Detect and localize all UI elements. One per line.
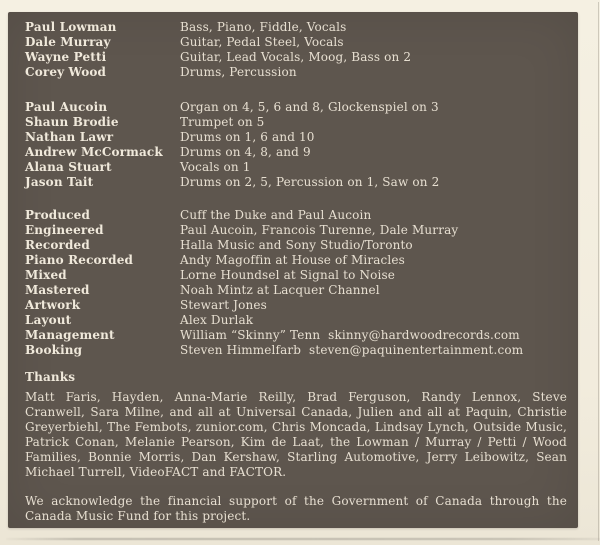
credit-row: [25, 298, 567, 313]
musician-role: Bass, Piano, Fiddle, Vocals: [180, 20, 347, 34]
credit-label: Recorded: [25, 238, 90, 252]
guest-role: Drums on 4, 8, and 9: [180, 145, 311, 159]
credit-label: Engineered: [25, 223, 104, 237]
musician-name: Wayne Petti: [25, 50, 107, 64]
musician-name: Dale Murray: [25, 35, 111, 49]
guest-role: Drums on 2, 5, Percussion on 1, Saw on 2: [180, 175, 440, 189]
acknowledgment-paragraph: We acknowledge the financial support of the Government of Canada through the Canada Music Fund for this project.: [25, 494, 567, 523]
guest-role: Organ on 4, 5, 6 and 8, Glockenspiel on 3: [180, 100, 439, 114]
band-members-block: [25, 20, 567, 80]
scan-shadow-right: [598, 2, 599, 541]
credit-row: [25, 100, 567, 115]
credit-value: Noah Mintz at Lacquer Channel: [180, 283, 380, 297]
credit-row: [25, 50, 567, 65]
credit-value: Steven Himmelfarb steven@paquinentertainment.com: [180, 343, 524, 357]
credit-value: Stewart Jones: [180, 298, 267, 312]
thanks-heading: Thanks: [25, 370, 76, 384]
credit-row: [25, 343, 567, 358]
credit-label: Booking: [25, 343, 83, 357]
musician-role: Drums, Percussion: [180, 65, 297, 79]
credit-row: [25, 115, 567, 130]
credit-label: Layout: [25, 313, 72, 327]
credit-row: [25, 20, 567, 35]
credit-value: Paul Aucoin, Francois Turenne, Dale Murray: [180, 223, 459, 237]
musician-name: Paul Lowman: [25, 20, 117, 34]
credit-row: [25, 223, 567, 238]
credit-value: Halla Music and Sony Studio/Toronto: [180, 238, 413, 252]
credit-row: [25, 160, 567, 175]
credit-row: [25, 130, 567, 145]
credit-row: [25, 145, 567, 160]
credit-row: [25, 238, 567, 253]
credit-row: [25, 35, 567, 50]
musician-name: Corey Wood: [25, 65, 107, 79]
credit-row: [25, 253, 567, 268]
credit-value: Lorne Houndsel at Signal to Noise: [180, 268, 396, 282]
liner-notes-panel: [8, 12, 578, 528]
credit-label: Artwork: [25, 298, 81, 312]
guest-name: Paul Aucoin: [25, 100, 108, 114]
guest-role: Trumpet on 5: [180, 115, 265, 129]
guest-musicians-block: [25, 100, 567, 190]
credit-row: [25, 175, 567, 190]
credit-row: [25, 208, 567, 223]
guest-role: Drums on 1, 6 and 10: [180, 130, 315, 144]
credit-value: Alex Durlak: [180, 313, 254, 327]
credit-row: [25, 268, 567, 283]
credit-label: Piano Recorded: [25, 253, 134, 267]
credit-row: [25, 65, 567, 80]
credit-value: William “Skinny” Tenn skinny@hardwoodrecords.com: [180, 328, 520, 342]
musician-role: Guitar, Pedal Steel, Vocals: [180, 35, 344, 49]
scan-shadow-bottom: [6, 538, 600, 540]
credit-row: [25, 313, 567, 328]
guest-name: Nathan Lawr: [25, 130, 114, 144]
credit-value: Cuff the Duke and Paul Aucoin: [180, 208, 372, 222]
credit-label: Produced: [25, 208, 90, 222]
credit-label: Mixed: [25, 268, 67, 282]
production-credits-block: [25, 208, 567, 358]
credit-row: [25, 328, 567, 343]
credit-label: Management: [25, 328, 115, 342]
thanks-paragraph: Matt Faris, Hayden, Anna-Marie Reilly, Brad Ferguson, Randy Lennox, Steve Cranwell, Sara Milne, and all at Universal Canada, Julien and all at Paquin, Christie Greyerbiehl, The Fembots, zunior.com, Chris Moncada, Lindsay Lynch, Outside Music, Patrick Conan, Melanie Pearson, Kim de Laat, the Lowman / Murray / Petti / Wood Families, Bonnie Morris, Dan Kershaw, Starling Automotive, Jerry Leibowitz, Sean Michael Turrell, VideoFACT and FACTOR.: [25, 390, 567, 479]
guest-name: Shaun Brodie: [25, 115, 119, 129]
guest-name: Alana Stuart: [25, 160, 112, 174]
guest-role: Vocals on 1: [180, 160, 251, 174]
guest-name: Andrew McCormack: [25, 145, 163, 159]
credit-value: Andy Magoffin at House of Miracles: [180, 253, 405, 267]
guest-name: Jason Tait: [25, 175, 94, 189]
musician-role: Guitar, Lead Vocals, Moog, Bass on 2: [180, 50, 412, 64]
credit-label: Mastered: [25, 283, 90, 297]
credit-row: [25, 283, 567, 298]
